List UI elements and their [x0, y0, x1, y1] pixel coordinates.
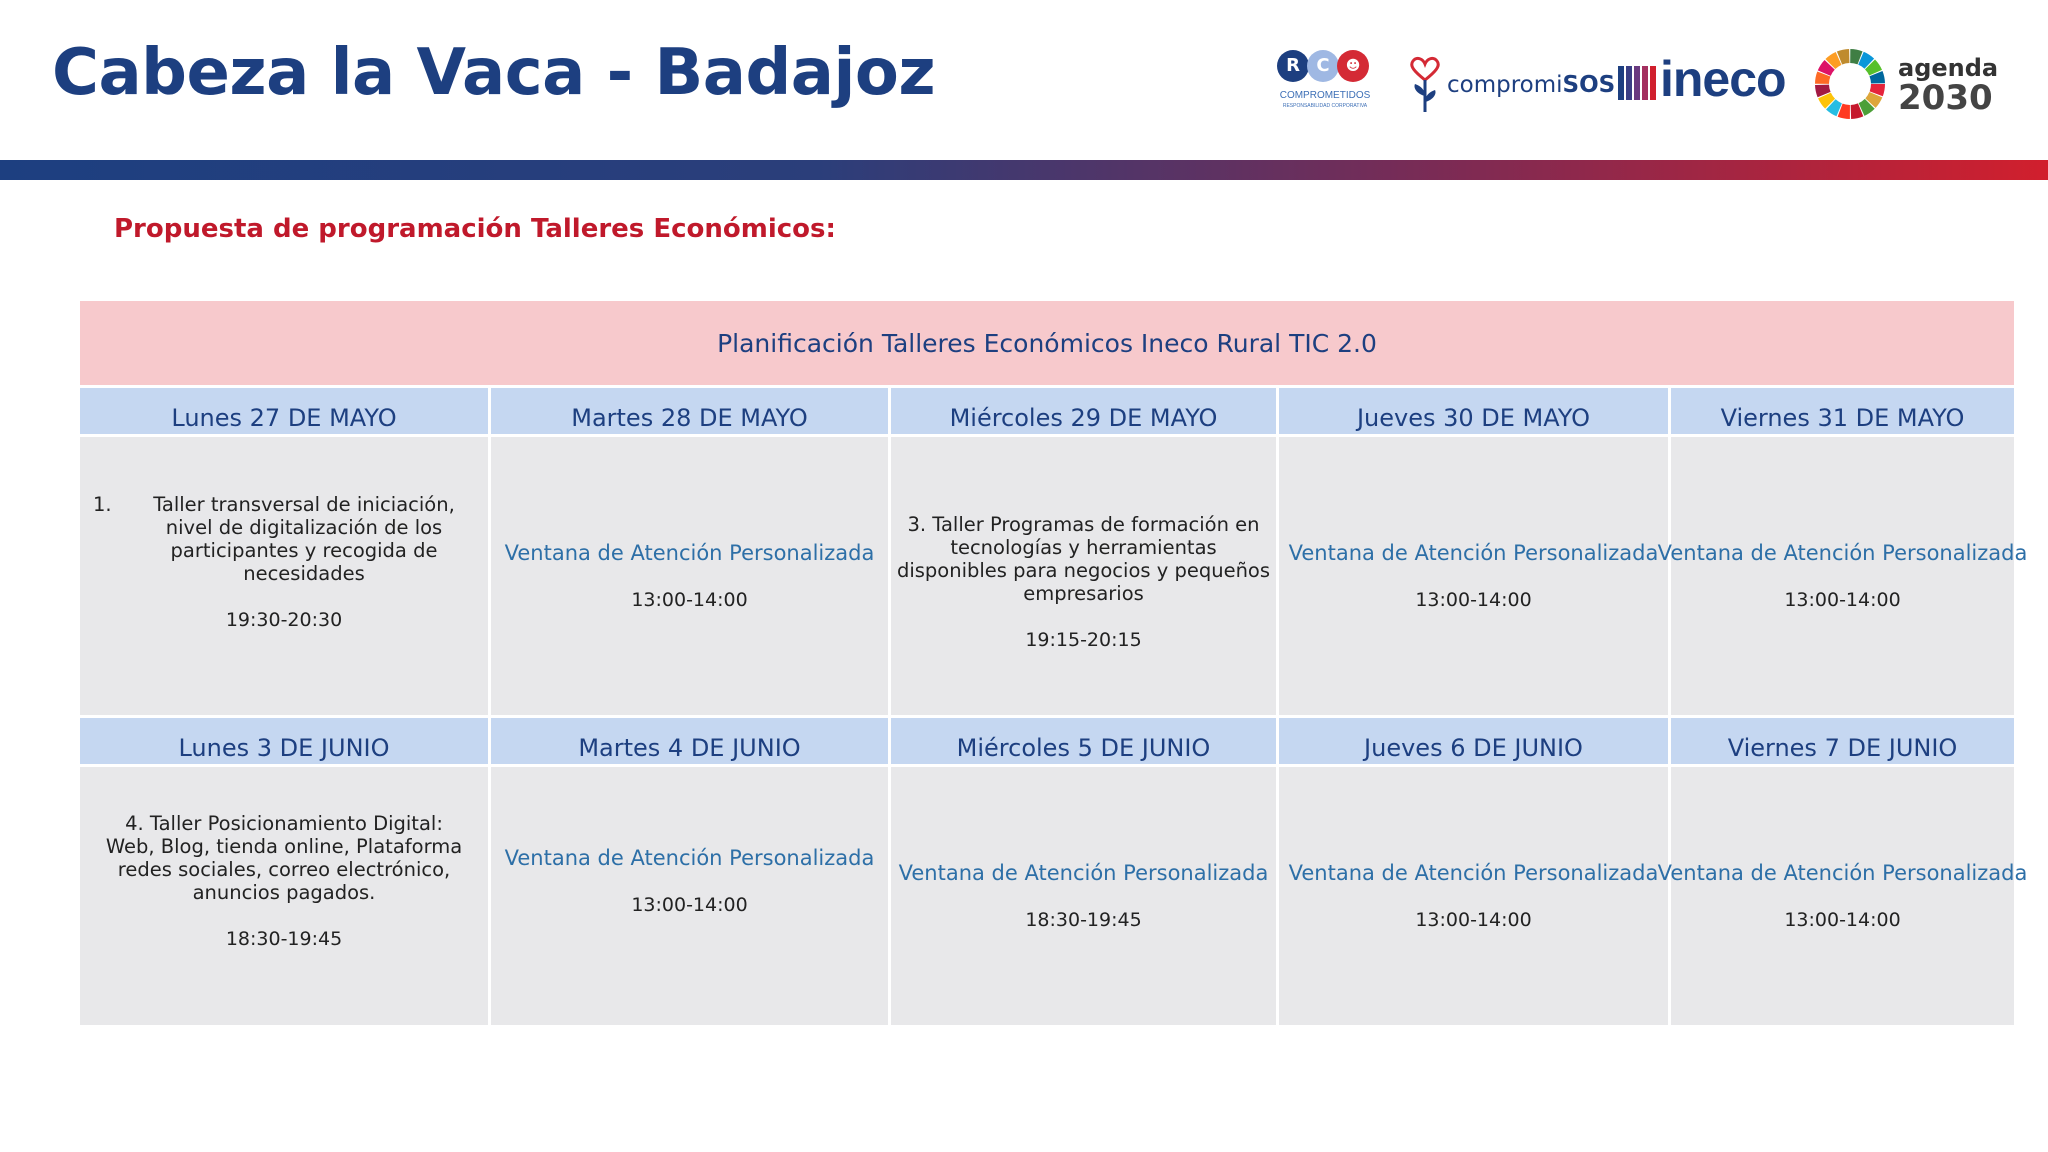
workshop-description: [83, 493, 485, 585]
rc-logo-line1: COMPROMETIDOS: [1279, 90, 1371, 101]
schedule-cell: [1657, 437, 2028, 715]
workshop-text: Taller transversal de iniciación, nivel de digitalización de los participantes y recogida de necesidades: [153, 493, 455, 585]
rc-comprometidos-logo: [1275, 46, 1375, 126]
schedule-cell: [80, 437, 488, 715]
day-header: Lunes 27 DE MAYO: [80, 388, 488, 434]
attention-window-label: Ventana de Atención Personalizada: [1657, 861, 2028, 885]
attention-window-label: Ventana de Atención Personalizada: [1288, 861, 1659, 885]
workshop-description: 4. Taller Posicionamiento Digital: Web, Blog, tienda online, Plataforma redes sociales, correo electrónico, anuncios pagados.: [105, 812, 463, 904]
agenda-text: agenda: [1898, 54, 1999, 82]
schedule-cell: [1279, 767, 1668, 1025]
attention-window-label: Ventana de Atención Personalizada: [504, 846, 875, 870]
comprometisos-logo: [1405, 46, 1616, 126]
session-time: 18:30-19:45: [225, 928, 343, 950]
page-title: Cabeza la Vaca - Badajoz: [52, 36, 936, 110]
day-header: Jueves 30 DE MAYO: [1279, 388, 1668, 434]
attention-window-label: Ventana de Atención Personalizada: [1657, 541, 2028, 565]
schedule-cell: [891, 767, 1276, 1025]
rc-r-circle: R: [1277, 50, 1309, 82]
people-icon: ☻: [1337, 50, 1369, 82]
workshop-description: 3. Taller Programas de formación en tecnologías y herramientas disponibles para negocios y pequeños empresarios: [896, 513, 1271, 605]
attention-window-label: Ventana de Atención Personalizada: [1288, 541, 1659, 565]
session-time: 13:00-14:00: [631, 589, 748, 611]
day-header: Martes 4 DE JUNIO: [491, 718, 888, 764]
schedule-cell: [891, 437, 1276, 715]
session-time: 13:00-14:00: [1415, 909, 1532, 931]
session-time: 13:00-14:00: [631, 894, 748, 916]
schedule-cell: [80, 767, 488, 1025]
section-subtitle: Propuesta de programación Talleres Económicos:: [114, 214, 836, 244]
sdg-wheel-icon: [1812, 46, 1888, 122]
ineco-logo: [1618, 46, 1786, 126]
table-title: Planificación Talleres Económicos Ineco Rural TIC 2.0: [80, 301, 2014, 385]
agenda-2030-logo: [1812, 46, 1999, 126]
session-time: 13:00-14:00: [1784, 589, 1901, 611]
session-time: 19:30-20:30: [225, 609, 343, 631]
ineco-wordmark: ineco: [1660, 51, 1786, 107]
session-time: 19:15-20:15: [1025, 629, 1142, 651]
schedule-cell: [1657, 767, 2028, 1025]
schedule-cell: [491, 767, 888, 1025]
ineco-bars-icon: [1618, 66, 1658, 100]
day-header: Miércoles 29 DE MAYO: [891, 388, 1276, 434]
day-header: Viernes 31 DE MAYO: [1671, 388, 2014, 434]
rc-c-circle: C: [1307, 50, 1339, 82]
day-header: Jueves 6 DE JUNIO: [1279, 718, 1668, 764]
rc-logo-line2: RESPONSABILIDAD CORPORATIVA: [1282, 103, 1368, 109]
schedule-cell: [1279, 437, 1668, 715]
schedule-table: [80, 301, 2028, 1023]
header-gradient-bar: [0, 160, 2048, 180]
comprometisos-text-regular: compromi: [1447, 72, 1563, 98]
session-time: 13:00-14:00: [1415, 589, 1532, 611]
session-time: 18:30-19:45: [1025, 909, 1142, 931]
agenda-year: 2030: [1898, 78, 1993, 118]
day-header: Viernes 7 DE JUNIO: [1671, 718, 2014, 764]
list-number: 1.: [93, 493, 112, 516]
day-header: Martes 28 DE MAYO: [491, 388, 888, 434]
comprometisos-wordmark: [1447, 72, 1615, 98]
session-time: 13:00-14:00: [1784, 909, 1901, 931]
day-header: Miércoles 5 DE JUNIO: [891, 718, 1276, 764]
day-header: Lunes 3 DE JUNIO: [80, 718, 488, 764]
schedule-cell: [491, 437, 888, 715]
comprometisos-text-bold: SOS: [1562, 72, 1616, 98]
attention-window-label: Ventana de Atención Personalizada: [504, 541, 875, 565]
heart-flower-icon: [1405, 56, 1445, 116]
attention-window-label: Ventana de Atención Personalizada: [898, 861, 1269, 885]
